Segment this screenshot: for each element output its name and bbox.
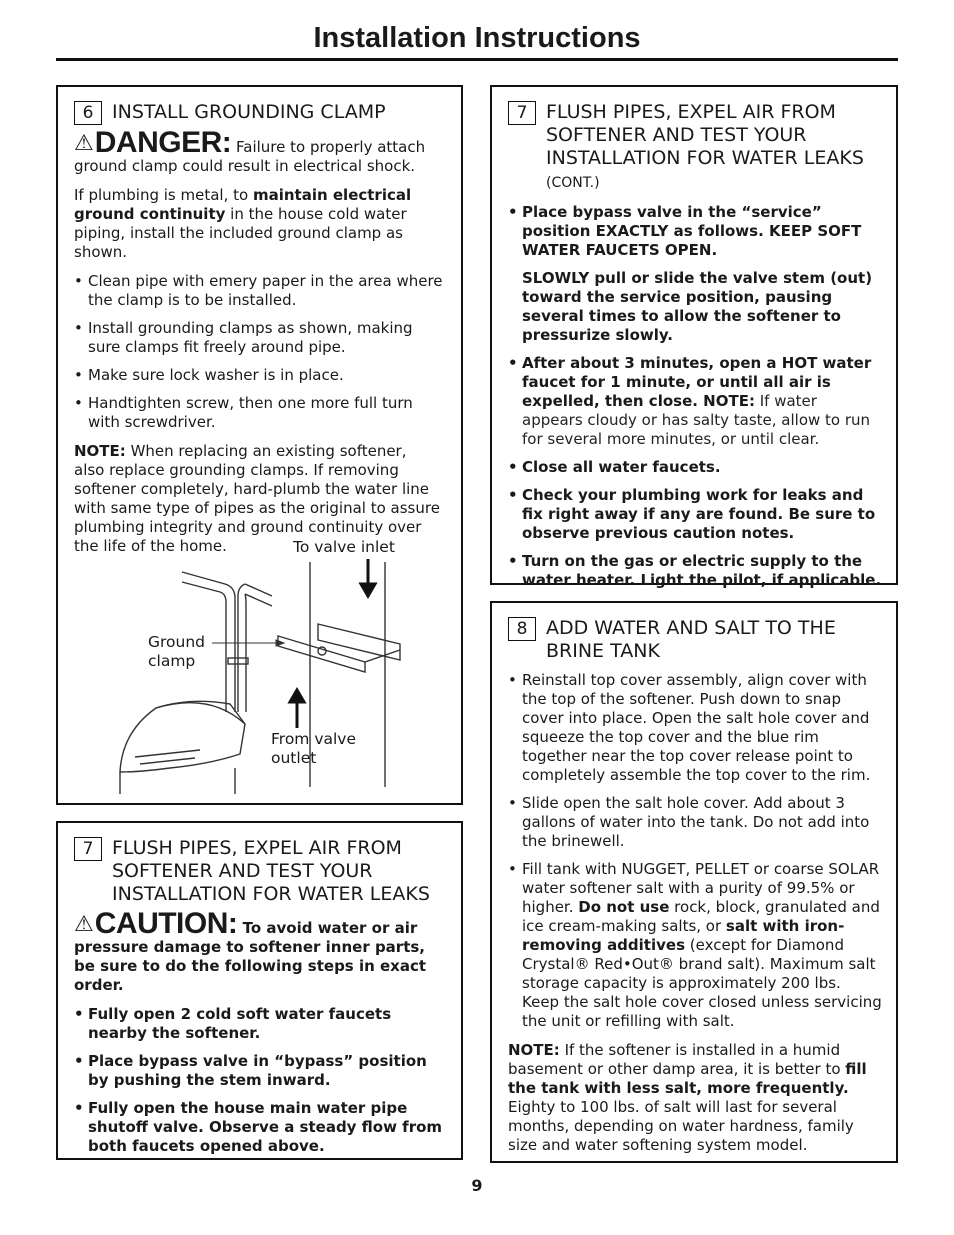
- list-item-subtext: SLOWLY pull or slide the valve stem (out) toward the service position, pausing several times to allow the softener to pressurize slowly.: [522, 269, 873, 344]
- note-bold-text: fill the tank with less salt, more frequently.: [508, 1060, 867, 1097]
- caution-warning: [74, 907, 447, 995]
- note-label: NOTE:: [508, 1041, 560, 1059]
- step-7-cont-bullets: [508, 203, 882, 590]
- step-7-header: [74, 837, 447, 906]
- step-title: [546, 101, 882, 195]
- step-8-bullets: [508, 671, 882, 1031]
- note-label: NOTE:: [74, 442, 126, 460]
- danger-text: Failure to properly attach ground clamp could result in electrical shock.: [74, 138, 426, 175]
- list-item-text: Place bypass valve in the “service” position EXACTLY as follows. KEEP SOFT WATER FAUCETS OPEN.: [522, 203, 862, 259]
- label-line: clamp: [148, 652, 196, 670]
- pipe-illustration: [60, 532, 460, 794]
- step-8-header: [508, 617, 882, 663]
- intro-bold-text: maintain electrical ground continuity: [74, 186, 412, 223]
- list-item-text: Fill tank with NUGGET, PELLET or coarse SOLAR water softener salt with a purity of 99.5% or higher.: [522, 860, 880, 916]
- note-text: If the softener is installed in a humid basement or other damp area, it is better to: [508, 1041, 846, 1078]
- step-title-text: FLUSH PIPES, EXPEL AIR FROM SOFTENER AND TEST YOUR INSTALLATION FOR WATER LEAKS: [546, 101, 864, 169]
- page-number: 9: [471, 1176, 483, 1195]
- label-valve-outlet: [271, 730, 356, 768]
- step-7-cont-box: [490, 85, 898, 589]
- list-item: • Clean pipe with emery paper in the area where the clamp is to be installed.: [74, 272, 447, 310]
- caution-label: CAUTION:: [94, 907, 238, 940]
- note-text-end: Eighty to 100 lbs. of salt will last for several months, depending on water hardness, family size and water softening system model.: [508, 1098, 854, 1154]
- step-title: FLUSH PIPES, EXPEL AIR FROM SOFTENER AND TEST YOUR INSTALLATION FOR WATER LEAKS: [112, 837, 430, 905]
- list-item-text-light: If water appears cloudy or has salty taste, allow to run for several more minutes, or until clear.: [522, 392, 871, 448]
- list-item: • Install grounding clamps as shown, making sure clamps fit freely around pipe.: [74, 319, 447, 357]
- list-item: • Check your plumbing work for leaks and fix right away if any are found. Be sure to observe previous caution notes.: [508, 486, 882, 543]
- list-item-bold: salt with iron-removing additives: [522, 917, 845, 954]
- list-item-text: (except for Diamond Crystal® Red•Out® brand salt). Maximum salt storage capacity is approximately 200 lbs. Keep the salt hole cover closed unless servicing the unit or refilling with salt.: [522, 936, 882, 1030]
- title-rule: [56, 58, 898, 61]
- label-ground-clamp: [148, 633, 205, 671]
- label-line: From valve: [271, 730, 357, 748]
- continued-label: (CONT.): [546, 175, 600, 191]
- step-number: 6: [74, 101, 102, 125]
- list-item: • Fully open the house main water pipe shutoff valve. Observe a steady flow from both faucets opened above.: [74, 1099, 447, 1156]
- list-item: • Turn on the gas or electric supply to the water heater. Light the pilot, if applicable.: [508, 552, 882, 590]
- list-item: • Handtighten screw, then one more full turn with screwdriver.: [74, 394, 447, 432]
- list-item-text: rock, block, granulated and ice cream-making salts, or: [522, 898, 880, 935]
- caution-text: To avoid water or air pressure damage to softener inner parts, be sure to do the following steps in exact order.: [74, 919, 427, 994]
- list-item: [508, 860, 882, 1031]
- list-item-text: After about 3 minutes, open a HOT water faucet for 1 minute, or until all air is expelled, then close. NOTE:: [522, 354, 872, 410]
- list-item: • Reinstall top cover assembly, align cover with the top of the softener. Push down to snap cover into place. Open the salt hole cover and squeeze the top cover and the blue rim together near the top cover release point to completely assemble the top cover to the rim.: [508, 671, 882, 785]
- step-6-bullets: [74, 272, 447, 432]
- note-paragraph: [508, 1041, 882, 1155]
- list-item: • Close all water faucets.: [508, 458, 882, 477]
- step-number: 7: [74, 837, 102, 861]
- intro-paragraph: [74, 186, 447, 262]
- label-valve-inlet: To valve inlet: [293, 538, 395, 556]
- page-title: Installation Instructions: [313, 22, 641, 54]
- danger-warning: [74, 126, 447, 176]
- step-title: ADD WATER AND SALT TO THE BRINE TANK: [546, 617, 836, 662]
- list-item: [508, 203, 882, 345]
- list-item: • Fully open 2 cold soft water faucets nearby the softener.: [74, 1005, 447, 1043]
- list-item: • Slide open the salt hole cover. Add about 3 gallons of water into the tank. Do not add into the brinewell.: [508, 794, 882, 851]
- list-item-bold: Do not use: [578, 898, 670, 916]
- list-item: • Place bypass valve in “bypass” position by pushing the stem inward.: [74, 1052, 447, 1090]
- warning-triangle-icon: ⚠: [74, 131, 94, 156]
- warning-triangle-icon: ⚠: [74, 912, 94, 937]
- label-line: Ground: [148, 633, 206, 651]
- step-8-box: [490, 601, 898, 1163]
- step-title: INSTALL GROUNDING CLAMP: [112, 101, 386, 123]
- list-item: [508, 354, 882, 449]
- step-7-box: [56, 821, 463, 1160]
- list-item: • Make sure lock washer is in place.: [74, 366, 447, 385]
- step-number: 8: [508, 617, 536, 641]
- step-7-cont-header: [508, 101, 882, 195]
- note-text: When replacing an existing softener, also replace grounding clamps. If removing softener completely, hard-plumb the water line with same type of pipes as the original to assure plumbing integrity and ground continuity over the life of the home.: [74, 442, 440, 555]
- label-line: outlet: [271, 749, 317, 767]
- danger-label: DANGER:: [94, 126, 232, 159]
- step-number: 7: [508, 101, 536, 125]
- intro-text: If plumbing is metal, to: [74, 186, 253, 204]
- intro-text-end: in the house cold water piping, install the included ground clamp as shown.: [74, 205, 407, 261]
- step-7-bullets: [74, 1005, 447, 1156]
- grounding-clamp-diagram: [60, 532, 460, 794]
- step-6-header: [74, 101, 447, 125]
